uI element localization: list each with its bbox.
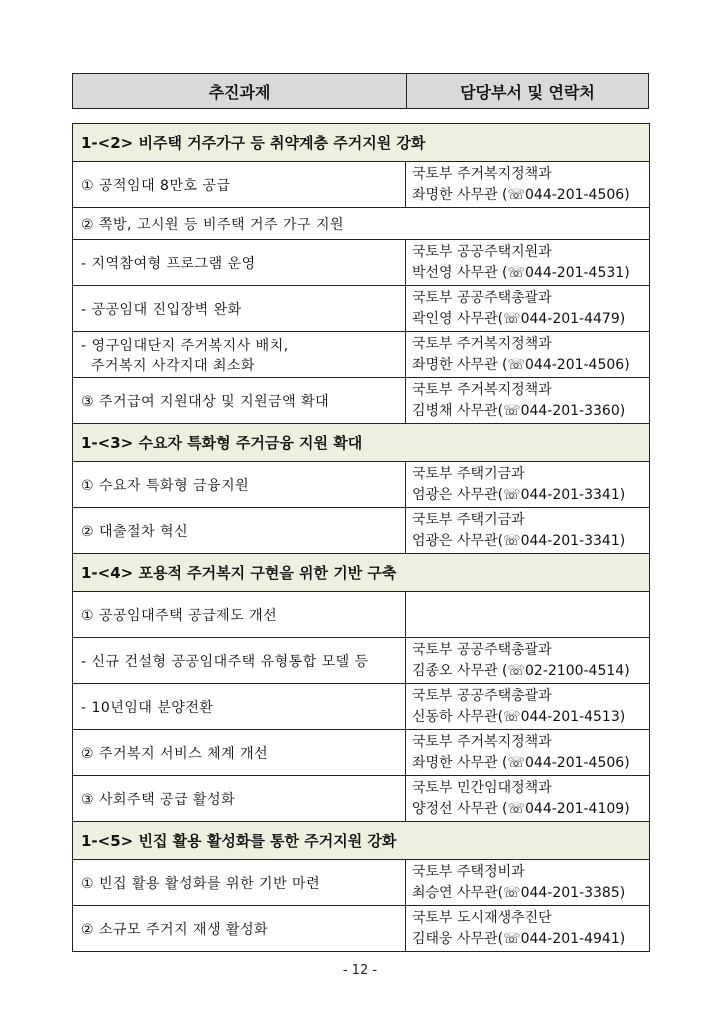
- task-label: ① 공적임대 8만호 공급: [81, 177, 231, 194]
- contact-cell: [406, 286, 650, 332]
- table-row: [73, 684, 650, 730]
- department-name: 국토부 공공주택총괄과: [412, 289, 552, 306]
- department-name: 국토부 주택기금과: [412, 465, 525, 482]
- task-cell: [73, 208, 650, 240]
- contact-cell: [406, 638, 650, 684]
- task-cell: [73, 906, 406, 952]
- task-table: [72, 123, 650, 952]
- task-label: ② 소규모 주거지 재생 활성화: [81, 921, 269, 938]
- contact-cell: [406, 684, 650, 730]
- section-title: 1-<2> 비주택 거주가구 등 취약계층 주거지원 강화: [73, 124, 650, 162]
- task-label: - 공공임대 진입장벽 완화: [81, 301, 242, 318]
- task-cell: [73, 508, 406, 554]
- department-name: 국토부 공공주택총괄과: [412, 687, 552, 704]
- table-row: [73, 240, 650, 286]
- section-header-row: [73, 424, 650, 462]
- task-cell: [73, 286, 406, 332]
- contact-cell: [406, 730, 650, 776]
- contact-person: 양정선 사무관 (☏044-201-4109): [412, 800, 630, 817]
- section-header-row: [73, 554, 650, 592]
- department-name: 국토부 주거복지정책과: [412, 381, 552, 398]
- contact-person: 좌명한 사무관 (☏044-201-4506): [412, 186, 630, 203]
- task-cell: [73, 776, 406, 822]
- contact-person: 김종오 사무관 (☏02-2100-4514): [412, 662, 630, 679]
- department-name: 국토부 민간임대정책과: [412, 779, 552, 796]
- task-cell: [73, 240, 406, 286]
- table-row: [73, 860, 650, 906]
- contact-cell: [406, 378, 650, 424]
- task-cell: [73, 462, 406, 508]
- contact-cell: [406, 508, 650, 554]
- contact-cell: [406, 240, 650, 286]
- header-contact-column: 담당부서 및 연락처: [407, 74, 649, 109]
- task-label: ② 쪽방, 고시원 등 비주택 거주 가구 지원: [81, 216, 345, 233]
- contact-person: 좌명한 사무관 (☏044-201-4506): [412, 754, 630, 771]
- contact-cell: [406, 462, 650, 508]
- contact-person: 엄광은 사무관(☏044-201-3341): [412, 532, 626, 549]
- task-label: ② 주거복지 서비스 체계 개선: [81, 745, 269, 762]
- table-row: [73, 378, 650, 424]
- table-row: [73, 730, 650, 776]
- table-row: [73, 906, 650, 952]
- task-label: - 영구임대단지 주거복지사 배치,: [81, 337, 289, 354]
- department-name: 국토부 공공주택지원과: [412, 243, 552, 260]
- contact-cell: [406, 162, 650, 208]
- task-label: ② 대출절차 혁신: [81, 523, 189, 540]
- contact-cell: [406, 776, 650, 822]
- contact-cell: [406, 332, 650, 378]
- contact-person: 박선영 사무관 (☏044-201-4531): [412, 264, 630, 281]
- task-label: - 지역참여형 프로그램 운영: [81, 255, 256, 272]
- department-name: 국토부 주거복지정책과: [412, 165, 552, 182]
- task-label: ① 수요자 특화형 금융지원: [81, 477, 250, 494]
- table-row: [73, 776, 650, 822]
- task-cell: [73, 860, 406, 906]
- contact-person: 최승연 사무관(☏044-201-3385): [412, 884, 626, 901]
- table-row: [73, 592, 650, 638]
- section-header-row: [73, 822, 650, 860]
- table-row: [73, 208, 650, 240]
- section-header-row: [73, 124, 650, 162]
- section-title: 1-<4> 포용적 주거복지 구현을 위한 기반 구축: [73, 554, 650, 592]
- task-cell: [73, 684, 406, 730]
- task-cell: [73, 638, 406, 684]
- contact-cell: [406, 906, 650, 952]
- header-table: [72, 73, 649, 109]
- department-name: 국토부 주택정비과: [412, 863, 525, 880]
- table-row: [73, 638, 650, 684]
- table-row: [73, 462, 650, 508]
- task-label: ③ 사회주택 공급 활성화: [81, 791, 236, 808]
- department-name: 국토부 주택기금과: [412, 511, 525, 528]
- section-title: 1-<5> 빈집 활용 활성화를 통한 주거지원 강화: [73, 822, 650, 860]
- department-name: 국토부 주거복지정책과: [412, 335, 552, 352]
- department-name: 국토부 공공주택총괄과: [412, 641, 552, 658]
- task-label: ① 빈집 활용 활성화를 위한 기반 마련: [81, 875, 321, 892]
- task-label-continued: 주거복지 사각지대 최소화: [81, 357, 256, 374]
- table-row: [73, 162, 650, 208]
- table-row: [73, 286, 650, 332]
- task-label: - 신규 건설형 공공임대주택 유형통합 모델 등: [81, 653, 369, 670]
- table-row: [73, 332, 650, 378]
- task-cell: [73, 378, 406, 424]
- contact-person: 김병채 사무관(☏044-201-3360): [412, 402, 626, 419]
- contact-cell: [406, 592, 650, 638]
- task-cell: [73, 592, 406, 638]
- contact-person: 김태웅 사무관(☏044-201-4941): [412, 930, 626, 947]
- task-label: ① 공공임대주택 공급제도 개선: [81, 607, 278, 624]
- table-row: [73, 508, 650, 554]
- task-label: - 10년임대 분양전환: [81, 699, 214, 716]
- page-number: - 12 -: [342, 963, 378, 978]
- task-cell: [73, 332, 406, 378]
- contact-person: 좌명한 사무관 (☏044-201-4506): [412, 356, 630, 373]
- department-name: 국토부 도시재생추진단: [412, 909, 552, 926]
- section-title: 1-<3> 수요자 특화형 주거금융 지원 확대: [73, 424, 650, 462]
- contact-person: 곽인영 사무관(☏044-201-4479): [412, 310, 626, 327]
- header-task-column: 추진과제: [73, 74, 407, 109]
- contact-person: 엄광은 사무관(☏044-201-3341): [412, 486, 626, 503]
- contact-cell: [406, 860, 650, 906]
- task-cell: [73, 162, 406, 208]
- task-cell: [73, 730, 406, 776]
- task-label: ③ 주거급여 지원대상 및 지원금액 확대: [81, 393, 330, 410]
- contact-person: 신동하 사무관(☏044-201-4513): [412, 708, 626, 725]
- department-name: 국토부 주거복지정책과: [412, 733, 552, 750]
